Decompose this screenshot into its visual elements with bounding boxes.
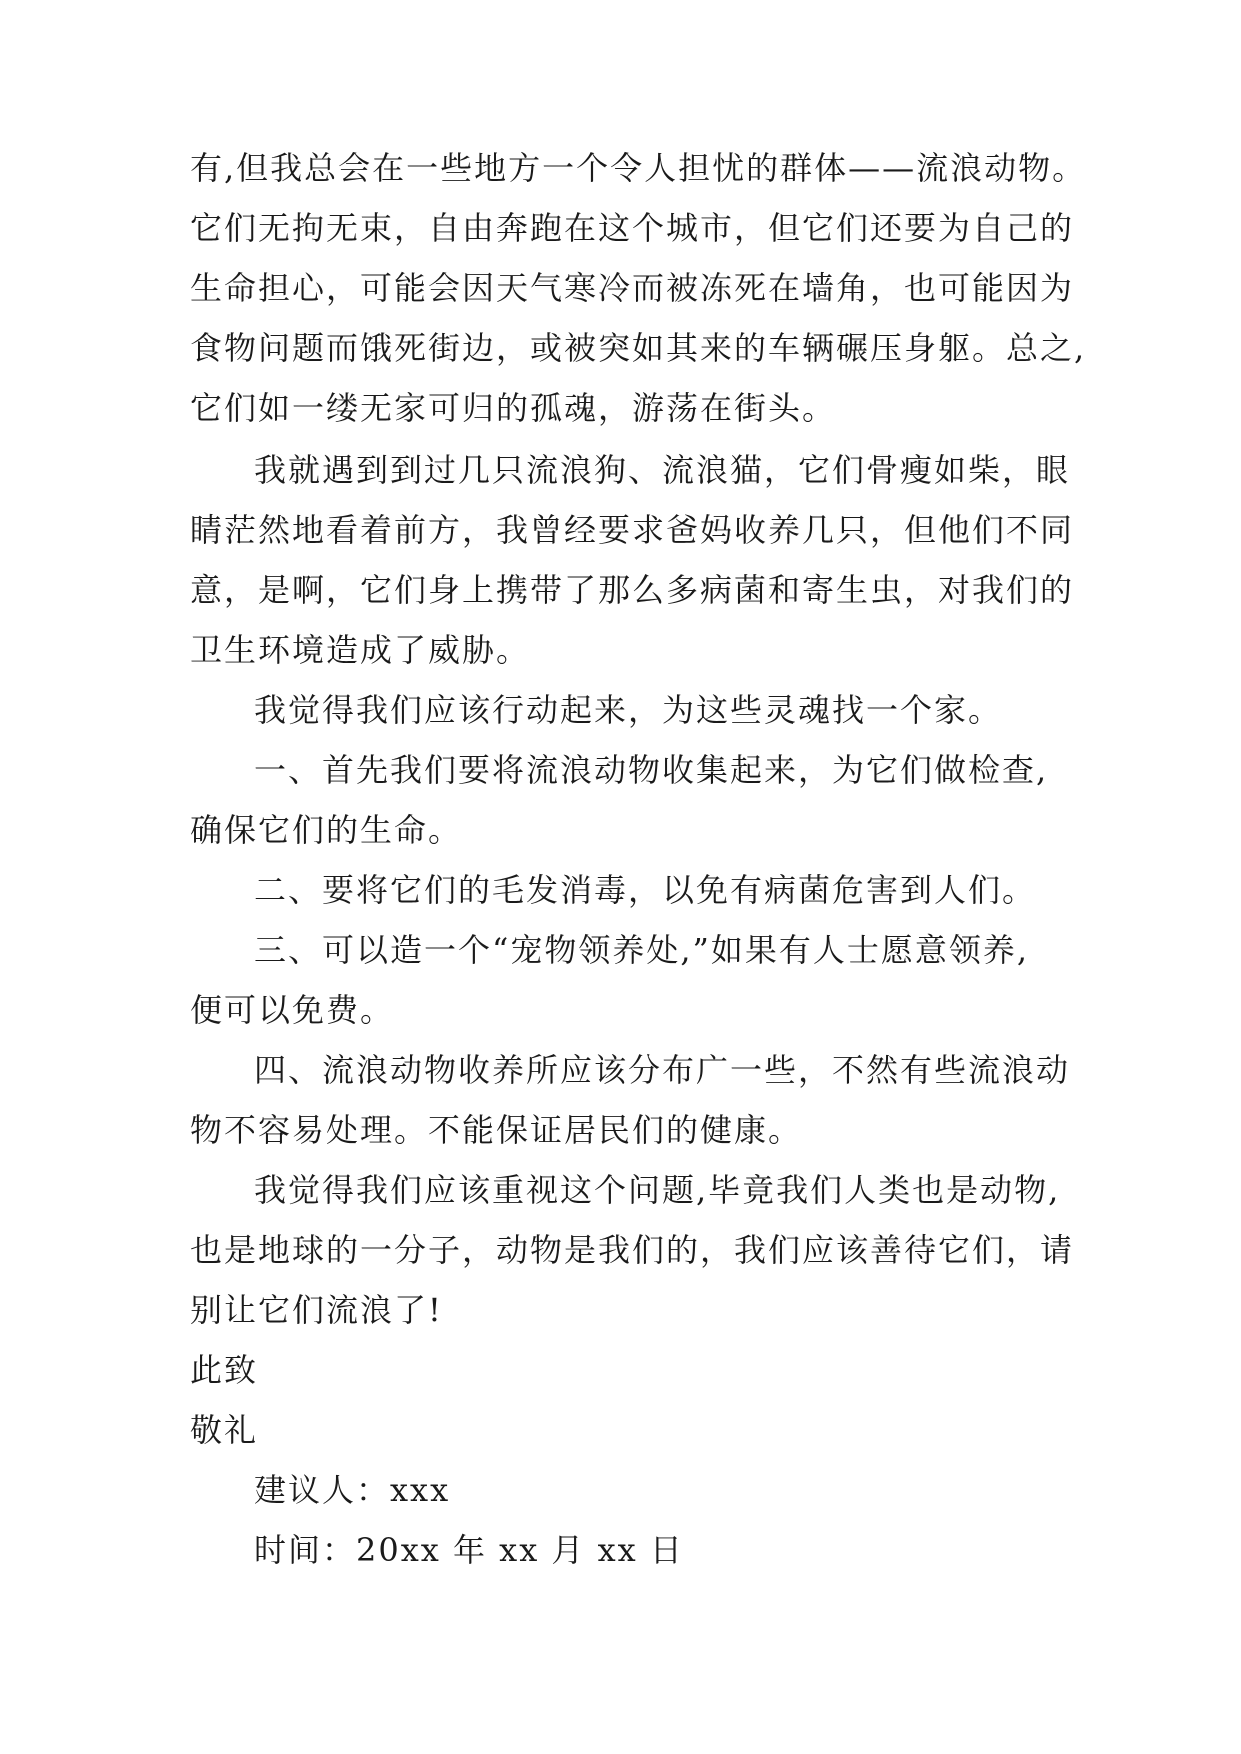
closing-regards: 敬礼 bbox=[190, 1411, 259, 1449]
list-item-1: 一、首先我们要将流浪动物收集起来，为它们做检查, bbox=[254, 751, 1049, 789]
paragraph-start-line: 我就遇到到过几只流浪狗、流浪猫，它们骨瘦如柴，眼 bbox=[254, 451, 1071, 489]
body-line: 它们无拘无束，自由奔跑在这个城市，但它们还要为自己的 bbox=[190, 209, 1075, 247]
body-line: 食物问题而饿死街边，或被突如其来的车辆碾压身躯。总之, bbox=[190, 329, 1087, 367]
body-line: 它们如一缕无家可归的孤魂，游荡在街头。 bbox=[190, 389, 837, 427]
body-line: 有,但我总会在一些地方一个令人担忧的群体——流浪动物。 bbox=[190, 149, 1087, 187]
body-line: 卫生环境造成了威胁。 bbox=[190, 631, 531, 669]
body-line: 意，是啊，它们身上携带了那么多病菌和寄生虫，对我们的 bbox=[190, 571, 1075, 609]
closing-salutation: 此致 bbox=[190, 1351, 259, 1389]
list-item-3: 三、可以造一个“宠物领养处,”如果有人士愿意领养, bbox=[254, 931, 1030, 969]
body-line: 便可以免费。 bbox=[190, 991, 395, 1029]
signature-date: 时间：20xx 年 xx 月 xx 日 bbox=[254, 1531, 684, 1569]
body-line: 别让它们流浪了! bbox=[190, 1291, 443, 1329]
list-item-2: 二、要将它们的毛发消毒，以免有病菌危害到人们。 bbox=[254, 871, 1037, 909]
signature-proposer: 建议人：xxx bbox=[254, 1471, 451, 1509]
body-line: 睛茫然地看着前方，我曾经要求爸妈收养几只，但他们不同 bbox=[190, 511, 1075, 549]
body-line: 也是地球的一分子，动物是我们的，我们应该善待它们，请 bbox=[190, 1231, 1075, 1269]
body-line: 物不容易处理。不能保证居民们的健康。 bbox=[190, 1111, 803, 1149]
paragraph-start-line: 我觉得我们应该行动起来，为这些灵魂找一个家。 bbox=[254, 691, 1003, 729]
list-item-4: 四、流浪动物收养所应该分布广一些，不然有些流浪动 bbox=[254, 1051, 1071, 1089]
body-line: 确保它们的生命。 bbox=[190, 811, 463, 849]
body-line: 生命担心，可能会因天气寒冷而被冻死在墙角，也可能因为 bbox=[190, 269, 1075, 307]
paragraph-start-line: 我觉得我们应该重视这个问题,毕竟我们人类也是动物, bbox=[254, 1171, 1061, 1209]
